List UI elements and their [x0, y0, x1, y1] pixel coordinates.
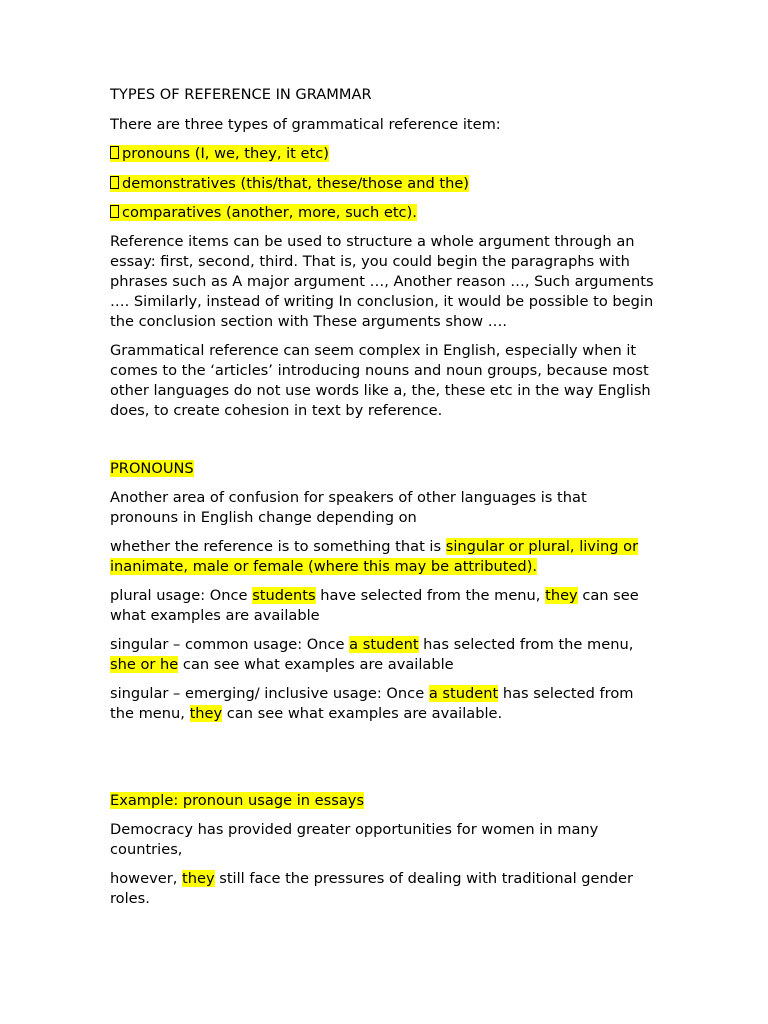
- singular-emerging-usage: singular – emerging/ inclusive usage: Once a student has selected from the menu, they can see what examples are available.: [110, 685, 634, 722]
- type-item-2: demonstratives (this/that, these/those and the): [110, 174, 658, 194]
- plural-usage: plural usage: Once students have selected from the menu, they can see what examples are available: [110, 587, 639, 624]
- paragraph-confusion: Another area of confusion for speakers of other languages is that pronouns in English change depending on: [110, 489, 587, 526]
- paragraph-democracy: Democracy has provided greater opportunities for women in many countries,: [110, 821, 599, 858]
- type-item-1: pronouns (I, we, they, it etc): [110, 144, 658, 164]
- singular-common-usage: singular – common usage: Once a student has selected from the menu, she or he can see what examples are available: [110, 636, 634, 673]
- bullet-box-icon: [110, 146, 119, 159]
- bullet-box-icon: [110, 205, 119, 218]
- document-body: [110, 84, 658, 909]
- intro-text: There are three types of grammatical reference item:: [110, 116, 501, 133]
- pronouns-heading: PRONOUNS: [110, 460, 194, 477]
- paragraph-reference: whether the reference is to something that is singular or plural, living or inanimate, male or female (where this may be attributed).: [110, 538, 639, 575]
- example-heading: Example: pronoun usage in essays: [110, 792, 365, 809]
- bullet-box-icon: [110, 176, 119, 189]
- paragraph-structure: Reference items can be used to structure a whole argument through an essay: first, second, third. That is, you could begin the paragraphs with phrases such as A major argument …, Another reason …, Such arguments …. Similarly, instead of writing In conclusion, it would be possible to begin the conclusion section with These arguments show ….: [110, 233, 654, 330]
- type-item-3: comparatives (another, more, such etc).: [110, 203, 658, 223]
- doc-title: TYPES OF REFERENCE IN GRAMMAR: [110, 86, 372, 103]
- paragraph-however: however, they still face the pressures of dealing with traditional gender roles.: [110, 870, 634, 907]
- paragraph-articles: Grammatical reference can seem complex in English, especially when it comes to the ‘articles’ introducing nouns and noun groups, because most other languages do not use words like a, the, these etc in the way English does, to create cohesion in text by reference.: [110, 342, 651, 419]
